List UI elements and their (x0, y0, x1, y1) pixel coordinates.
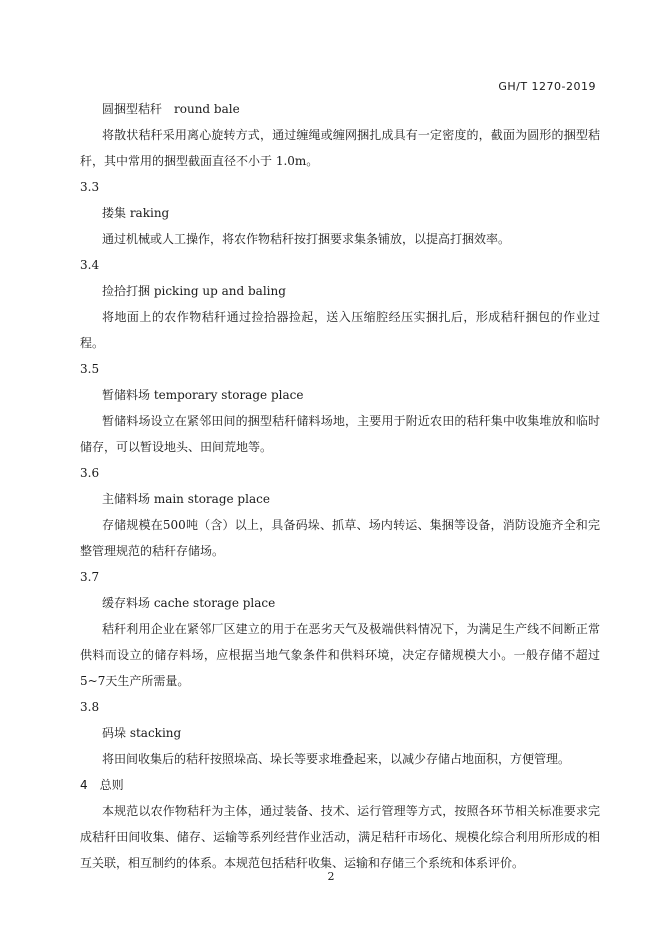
clause-number: 3.5 (80, 362, 100, 376)
definition-paragraph: 将田间收集后的秸秆按照垛高、垛长等要求堆叠起来，以减少存储占地面积，方便管理。 (102, 752, 571, 766)
term-round-bale: 圆捆型秸秆 round bale (102, 102, 240, 116)
definition-paragraph: 通过机械或人工操作，将农作物秸秆按打捆要求集条铺放，以提高打捆效率。 (102, 232, 511, 246)
term-cache-storage: 缓存料场 cache storage place (102, 596, 276, 610)
clause-number: 3.4 (80, 258, 100, 272)
term-temporary-storage: 暂储料场 temporary storage place (102, 388, 304, 402)
term-stacking: 码垛 stacking (102, 726, 182, 740)
term-raking: 搂集 raking (102, 206, 170, 220)
document-body (80, 96, 600, 876)
page-number: 2 (327, 870, 335, 883)
clause-number: 3.6 (80, 466, 100, 480)
section-title-general: 4 总则 (80, 778, 124, 792)
general-paragraph: 本规范以农作物秸秆为主体，通过装备、技术、运行管理等方式，按照各环节相关标准要求完成秸秆田间收集、储存、运输等系列经营作业活动，满足秸秆市场化、规模化综合利用所形成的相互关联，相互制约的体系。本规范包括秸秆收集、运输和存储三个系统和体系评价。 (80, 804, 600, 870)
definition-paragraph: 将散状秸秆采用离心旋转方式，通过缠绳或缠网捆扎成具有一定密度的，截面为圆形的捆型秸秆，其中常用的捆型截面直径不小于 1.0m。 (80, 128, 600, 168)
definition-paragraph: 暂储料场设立在紧邻田间的捆型秸秆储料场地，主要用于附近农田的秸秆集中收集堆放和临时储存，可以暂设地头、田间荒地等。 (80, 414, 600, 454)
term-picking-up-baling: 捡拾打捆 picking up and baling (102, 284, 286, 298)
definition-paragraph: 将地面上的农作物秸秆通过捡拾器捡起，送入压缩腔经压实捆扎后，形成秸秆捆包的作业过程。 (80, 310, 600, 350)
clause-number: 3.3 (80, 180, 100, 194)
clause-number: 3.8 (80, 700, 100, 714)
definition-paragraph: 存储规模在500吨（含）以上，具备码垛、抓草、场内转运、集捆等设备，消防设施齐全和完整管理规范的秸秆存储场。 (80, 518, 600, 558)
definition-paragraph: 秸秆利用企业在紧邻厂区建立的用于在恶劣天气及极端供料情况下，为满足生产线不间断正常供料而设立的储存料场，应根据当地气象条件和供料环境，决定存储规模大小。一般存储不超过5~7天生产所需量。 (80, 622, 600, 688)
clause-number: 3.7 (80, 570, 100, 584)
document-code-header: GH/T 1270-2019 (498, 80, 596, 93)
term-main-storage: 主储料场 main storage place (102, 492, 270, 506)
